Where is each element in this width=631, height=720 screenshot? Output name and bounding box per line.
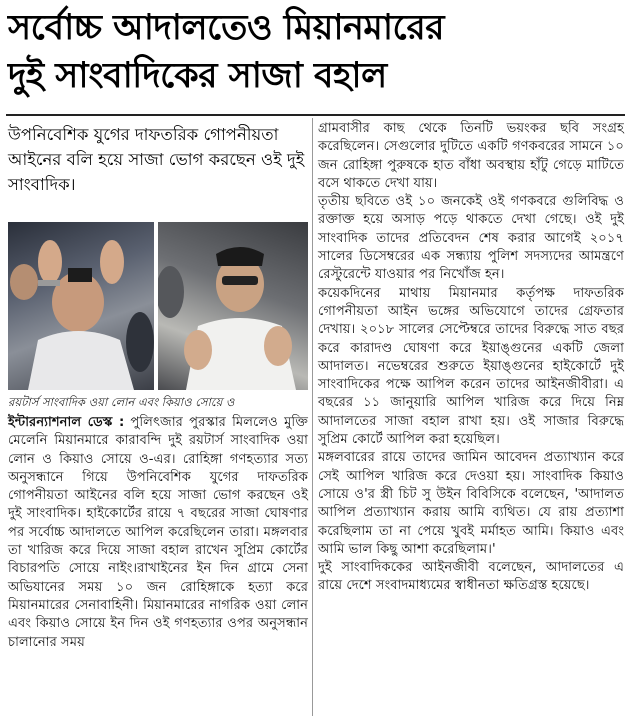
headline-line-1: সর্বোচ্চ আদালতেও মিয়ানমারের (8, 8, 445, 48)
body-paragraph: গ্রামবাসীর কাছ থেকে তিনটি ভয়ংকর ছবি সংগ্রহ করেছিলেন। সেগুলোর দুটিতে একটি গণকবরের সামনে ১০ জন রোহিঙ্গা পুরুষকে হাত বাঁধা অবস্থায় হাঁটু গেড়ে মাটিতে বসে থাকতে দেখা যায়। (318, 121, 624, 191)
article-body-left-column (8, 414, 308, 652)
article-body-right-column (318, 120, 624, 596)
photo-right-journalist (158, 222, 308, 390)
news-photo (8, 222, 308, 390)
body-paragraph: কয়েকদিনের মাথায় মিয়ানমার কর্তৃপক্ষ দাফতরিক গোপনীয়তা আইন ভঙ্গের অভিযোগে তাদের গ্রেফতার দেখায়। ২০১৮ সালের সেপ্টেম্বরে তাদের বিরুদ্ধে সাত বছর করে কারাদণ্ড ঘোষণা করে ইয়াঙ্গুনের একটি জেলা আদালত। নভেম্বরের শুরুতে ইয়াঙ্গুনের হাইকোর্টে দুই সাংবাদিকের পক্ষে আপিল করেন তাদের আইনজীবীরা। এ বছরের ১১ জানুয়ারি আপিল খারিজ করে দিয়ে নিম্ন আদালতের সাজা বহাল রাখা হয়। ওই সাজার বিরুদ্ধে সুপ্রিম কোর্টে আপিল করা হয়েছিল। (318, 285, 624, 448)
body-text: পুলিৎজার পুরস্কার মিললেও মুক্তি মেলেনি মিয়ানমারে কারাবন্দি দুই রয়টার্স সাংবাদিক ওয়া লোন ও কিয়াও সোয়ে ও-এর। রোহিঙ্গা গণহত্যার সত্য অনুসন্ধানে গিয়ে উপনিবেশিক যুগের দাফতরিক গোপনীয়তা আইনের বলি হয়ে সাজা ভোগ করছেন ওই দুই সাংবাদিক। হাইকোর্টের রায়ে ৭ বছরের সাজা ঘোষণার পর সর্বোচ্চ আদালতে আপিল করেছিলেন তারা। মঙ্গলবার তা খারিজ করে দিয়ে সাজা বহাল রাখেন সুপ্রিম কোর্টের বিচারপতি সোয়ে নাইং।রাখাইনের ইন দিন গ্রামে সেনা অভিযানের সময় ১০ জন রোহিঙ্গাকে হত্যা করে মিয়ানমারের সেনাবাহিনী। মিয়ানমারের নাগরিক ওয়া লোন এবং কিয়াও সোয়ে ইন দিন ওই গণহত্যার ওপর অনুসন্ধান চালানোর সময় (8, 415, 308, 650)
body-paragraph: তৃতীয় ছবিতে ওই ১০ জনকেই ওই গণকবরে গুলিবিদ্ধ ও রক্তাক্ত হয়ে অসাড় পড়ে থাকতে দেখা গেছে। ওই দুই সাংবাদিক তাদের প্রতিবেদন শেষ করার আগেই ২০১৭ সালের ডিসেম্বরের এক সন্ধ্যায় পুলিশ সদস্যদের আমন্ত্রণে রেস্টুরেন্টে যাওয়ার পর নিখোঁজ হন। (318, 194, 624, 283)
column-divider (312, 118, 313, 716)
body-paragraph: মঙ্গলবারের রায়ে তাদের জামিন আবেদন প্রত্যাখ্যান করে সেই আপিল খারিজ করে দেওয়া হয়। সাংবাদিক কিয়াও সোয়ে ও'র স্ত্রী চিট সু উইন বিবিসিকে বলেছেন, 'আদালত আপিল প্রত্যাখ্যান করায় আমি ব্যথিত। যে রায় প্রত্যাশা করেছিলাম তা না পেয়ে খুবই মর্মাহত আমি। কিয়াও এবং আমি ভাল কিছু আশা করেছিলাম।' (318, 450, 624, 557)
dateline: ইন্টারন্যাশনাল ডেস্ক : (8, 415, 125, 430)
headline-line-2: দুই সাংবাদিকের সাজা বহাল (8, 56, 387, 96)
body-paragraph (8, 414, 308, 652)
photo-caption: রয়টার্স সাংবাদিক ওয়া লোন এবং কিয়াও সোয়ে ও (8, 395, 235, 409)
headline-divider (6, 114, 625, 116)
headline (8, 4, 623, 100)
photo-left-handcuffed-journalist (8, 222, 154, 390)
body-paragraph: দুই সাংবাদিককের আইনজীবী বলেছেন, আদালতের এ রায়ে দেশে সংবাদমাধ্যমের স্বাধীনতা ক্ষতিগ্রস্ত হয়েছে। (318, 560, 624, 594)
deck-subheadline: উপনিবেশিক যুগের দাফতরিক গোপনীয়তা আইনের বলি হয়ে সাজা ভোগ করছেন ওই দুই সাংবাদিক। (8, 125, 305, 194)
